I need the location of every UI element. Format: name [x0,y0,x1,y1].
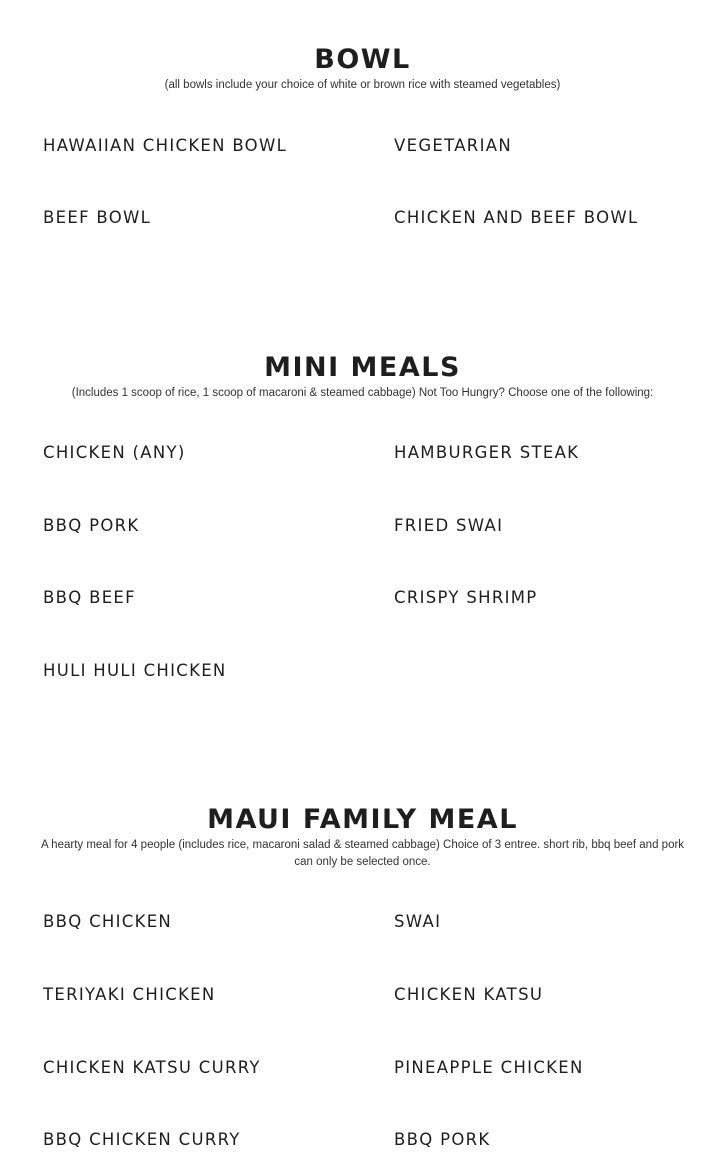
section-description: A hearty meal for 4 people (includes rice, macaroni salad & steamed cabbage) Choice of 3 entree. short rib, bbq beef and pork can only be selected once. [40,839,685,868]
menu-item[interactable]: BBQ PORK [43,516,140,535]
menu-item[interactable]: BBQ CHICKEN [43,912,173,931]
section-description: (all bowls include your choice of white or brown rice with steamed vegetables) [164,79,561,91]
menu-item[interactable]: CHICKEN (ANY) [43,443,186,462]
section-mini-meals [0,352,725,402]
menu-item[interactable]: CRISPY SHRIMP [394,588,538,607]
section-bowl [0,44,725,94]
menu-item[interactable]: CHICKEN AND BEEF BOWL [394,208,639,227]
section-description: (Includes 1 scoop of rice, 1 scoop of macaroni & steamed cabbage) Not Too Hungry? Choose one of the following: [71,387,654,399]
section-title: MINI MEALS [264,352,461,383]
section-title: MAUI FAMILY MEAL [207,804,518,835]
menu-item[interactable]: TERIYAKI CHICKEN [43,985,216,1004]
menu-item[interactable]: BBQ CHICKEN CURRY [43,1130,241,1149]
menu-item[interactable]: PINEAPPLE CHICKEN [394,1058,584,1077]
menu-item[interactable]: HULI HULI CHICKEN [43,661,227,680]
menu-item[interactable]: BBQ BEEF [43,588,136,607]
menu-item[interactable]: FRIED SWAI [394,516,504,535]
menu-item[interactable]: HAWAIIAN CHICKEN BOWL [43,136,288,155]
menu-item[interactable]: BEEF BOWL [43,208,152,227]
menu-item[interactable]: VEGETARIAN [394,136,512,155]
menu-item[interactable]: SWAI [394,912,442,931]
section-maui-family-meal [0,804,725,871]
section-title: BOWL [314,44,411,75]
menu-item[interactable]: CHICKEN KATSU CURRY [43,1058,261,1077]
menu-item[interactable]: CHICKEN KATSU [394,985,544,1004]
menu-item[interactable]: HAMBURGER STEAK [394,443,580,462]
menu-item[interactable]: BBQ PORK [394,1130,491,1149]
